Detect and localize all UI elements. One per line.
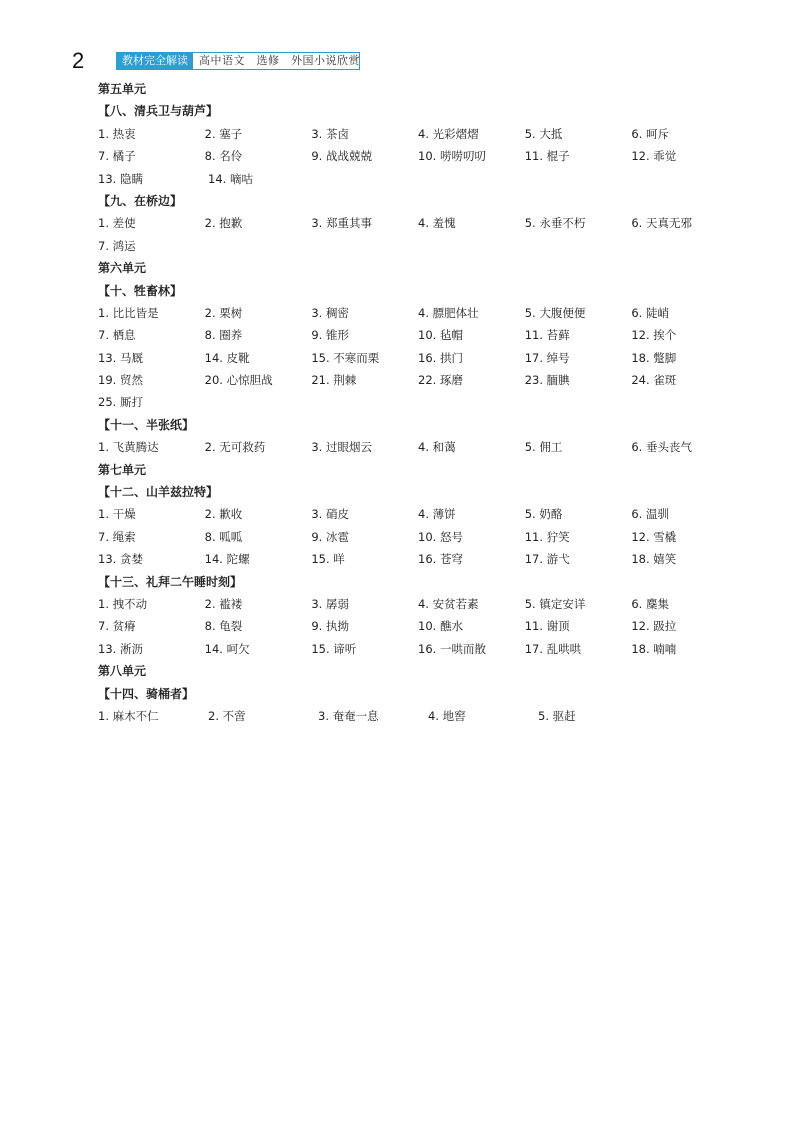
vocab-row [98,638,738,660]
vocab-item: 13. 淅沥 [98,641,143,656]
vocab-item: 2. 栗树 [204,305,243,320]
vocab-row [98,145,738,167]
vocab-item: 7. 鸿运 [98,238,136,253]
vocab-item: 14. 呵欠 [204,641,250,656]
vocab-item: 20. 心惊胆战 [204,373,273,388]
vocab-item: 14. 皮靴 [204,350,250,365]
vocab-item: 24. 雀斑 [631,373,677,388]
vocab-item: 17. 乱哄哄 [524,641,582,656]
vocab-item: 8. 龟裂 [204,619,243,634]
vocab-item: 16. 一哄而散 [418,641,486,656]
vocab-item: 9. 战战兢兢 [311,149,372,164]
vocab-row [98,302,738,324]
vocab-item: 15. 谛听 [311,641,357,656]
vocab-item: 12. 雪橇 [631,529,677,544]
vocab-row [98,593,738,615]
vocab-item: 4. 薄饼 [418,507,456,522]
vocab-item: 5. 佣工 [524,440,563,455]
vocab-row [98,168,738,190]
vocab-item: 5. 镇定安详 [524,596,586,611]
vocab-item: 3. 奄奄一息 [318,708,379,723]
vocab-row [98,369,738,391]
unit-heading: 第五单元 [98,82,147,96]
vocab-item: 14. 陀螺 [204,552,250,567]
unit-heading: 第八单元 [98,664,147,679]
vocab-row [98,436,738,458]
lesson-title: 【十三、礼拜二午睡时刻】 [98,574,243,589]
vocab-item: 9. 冰雹 [311,529,349,544]
vocab-item: 13. 隐瞒 [98,171,143,186]
header-banner [116,52,360,70]
vocab-item: 7. 绳索 [98,529,136,544]
lesson-title: 【十二、山羊兹拉特】 [98,485,219,500]
vocab-item: 12. 趿拉 [631,619,677,634]
vocab-row [98,212,738,234]
vocab-item: 7. 栖息 [98,328,136,343]
vocab-item: 17. 游弋 [524,552,570,567]
vocab-item: 1. 差使 [98,216,136,231]
lesson-title: 【十四、骑桶者】 [98,686,195,701]
vocabulary-list [98,78,738,727]
vocab-item: 10. 唠唠叨叨 [418,149,486,164]
vocab-item: 4. 膘肥体壮 [418,305,479,320]
vocab-item: 6. 天真无邪 [631,216,692,231]
vocab-item: 8. 呱呱 [204,529,243,544]
vocab-item: 2. 不啻 [208,708,246,723]
vocab-row [98,615,738,637]
vocab-item: 6. 麇集 [631,596,669,611]
vocab-item: 22. 琢磨 [418,373,463,388]
vocab-item: 9. 执拗 [311,619,349,634]
unit-heading: 第七单元 [98,462,147,477]
lesson-title: 【十一、半张纸】 [98,417,195,432]
page-number: 2 [72,48,85,73]
vocab-row [98,705,738,727]
vocab-item: 7. 橘子 [98,149,136,164]
vocab-item: 5. 奶酪 [524,507,563,522]
vocab-item: 3. 过眼烟云 [311,440,372,455]
book-series-tag: 教材完全解读 [117,53,193,69]
vocab-item: 15. 不寒而栗 [311,350,380,365]
vocab-item: 9. 锥形 [311,328,349,343]
vocab-item: 25. 厮打 [98,395,143,410]
vocab-item: 6. 陡峭 [631,305,669,320]
lesson-title: 【八、清兵卫与葫芦】 [98,104,219,119]
vocab-item: 6. 呵斥 [631,126,669,141]
vocab-item: 18. 蹩脚 [631,350,677,365]
vocab-item: 11. 苔藓 [524,328,570,343]
vocab-item: 4. 地窖 [428,708,466,723]
vocab-item: 11. 狞笑 [524,529,570,544]
vocab-item: 23. 腼腆 [524,373,570,388]
vocab-row [98,235,738,257]
vocab-item: 5. 驱赶 [538,708,576,723]
vocab-item: 5. 永垂不朽 [524,216,586,231]
vocab-item: 6. 温驯 [631,507,669,522]
vocab-item: 4. 和蔼 [418,440,456,455]
vocab-item: 1. 比比皆是 [98,305,159,320]
vocab-item: 17. 绰号 [524,350,570,365]
vocab-item: 8. 圈养 [204,328,243,343]
vocab-item: 1. 飞黄腾达 [98,440,159,455]
vocab-item: 12. 乖觉 [631,149,677,164]
vocab-item: 5. 大腹便便 [524,305,586,320]
vocab-row [98,123,738,145]
unit-heading: 第六单元 [98,261,147,276]
vocab-item: 18. 喃喃 [631,641,677,656]
book-subtitle: 高中语文 选修 外国小说欣赏 [199,54,360,67]
vocab-item: 4. 安贫若素 [418,596,479,611]
vocab-item: 2. 歉收 [204,507,243,522]
vocab-item: 11. 棍子 [524,149,570,164]
lesson-title: 【九、在桥边】 [98,193,183,208]
vocab-item: 2. 塞子 [204,126,243,141]
vocab-item: 10. 怒号 [418,529,463,544]
vocab-row [98,391,738,413]
vocab-row [98,548,738,570]
vocab-item: 15. 咩 [311,552,345,567]
vocab-item: 14. 嘀咕 [208,171,253,186]
vocab-item: 11. 谢顶 [524,619,570,634]
vocab-item: 13. 马厩 [98,350,143,365]
vocab-item: 21. 荆棘 [311,373,357,388]
vocab-item: 4. 光彩熠熠 [418,126,479,141]
vocab-item: 10. 醮水 [418,619,463,634]
vocab-item: 3. 稠密 [311,305,349,320]
vocab-item: 6. 垂头丧气 [631,440,692,455]
vocab-item: 13. 贪婪 [98,552,143,567]
vocab-item: 8. 名伶 [204,149,243,164]
vocab-item: 12. 挨个 [631,328,677,343]
vocab-item: 19. 贸然 [98,373,143,388]
vocab-item: 2. 褴褛 [204,596,243,611]
vocab-row [98,347,738,369]
vocab-row [98,526,738,548]
vocab-item: 10. 毡帽 [418,328,463,343]
vocab-item: 3. 孱弱 [311,596,349,611]
lesson-title: 【十、牲畜林】 [98,283,183,298]
vocab-item: 16. 拱门 [418,350,463,365]
vocab-item: 1. 干燥 [98,507,136,522]
vocab-row [98,503,738,525]
vocab-item: 2. 抱歉 [204,216,243,231]
vocab-row [98,324,738,346]
vocab-item: 16. 苍穹 [418,552,463,567]
vocab-item: 1. 麻木不仁 [98,708,159,723]
vocab-item: 7. 贫瘠 [98,619,136,634]
vocab-item: 5. 大抵 [524,126,563,141]
vocab-item: 4. 羞愧 [418,216,456,231]
vocab-item: 18. 嬉笑 [631,552,677,567]
vocab-item: 3. 郑重其事 [311,216,372,231]
vocab-item: 1. 拽不动 [98,596,148,611]
vocab-item: 3. 硝皮 [311,507,349,522]
vocab-item: 3. 茶卤 [311,126,349,141]
vocab-item: 1. 热衷 [98,126,136,141]
vocab-item: 2. 无可救药 [204,440,266,455]
